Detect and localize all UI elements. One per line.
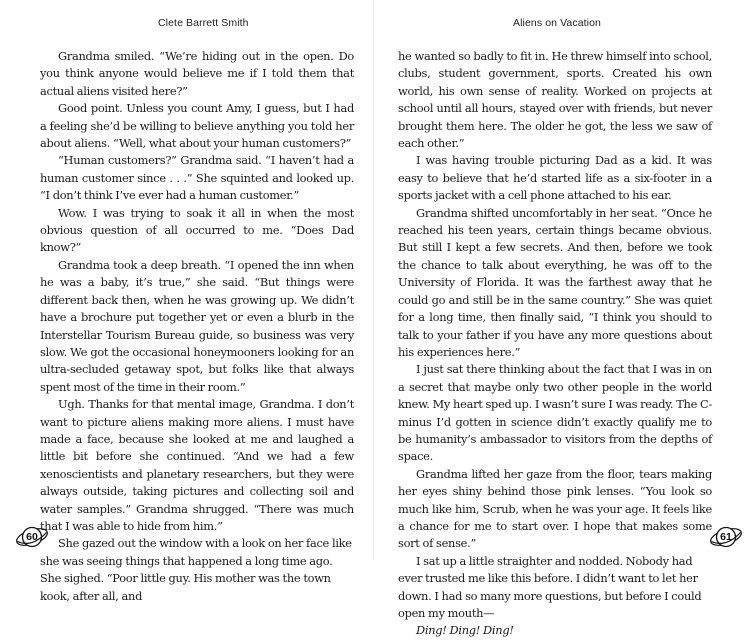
running-header-author: Clete Barrett Smith [158, 17, 249, 29]
paragraph: Grandma smiled. “We’re hiding out in the open. Do you think anyone would believe me if I told them that actual aliens visited here?” [40, 49, 354, 98]
page-number: 61 [720, 531, 732, 543]
sound-effect-line: Ding! Ding! Ding! [416, 623, 514, 638]
paragraph: Ugh. Thanks for that mental image, Grandma. I don’t want to picture aliens making more aliens. I must have made a face, because she looked at me and laughed a little bit before she continued. “And we had a few xenoscientists and planetary researchers, but they were always outside, taking pictures and collecting soil and water samples.” Grandma shrugged. “There was much that I was able to hide from him.” [40, 397, 354, 533]
page-number-badge [14, 522, 50, 552]
left-page-body [40, 48, 354, 605]
right-page-body [398, 48, 712, 640]
right-page [374, 0, 747, 638]
paragraph: Wow. I was trying to soak it all in when the most obvious question of all occurred to me. “Does Dad know?” [40, 205, 354, 255]
paragraph: he wanted so badly to fit in. He threw himself into school, clubs, student government, sports. Created his own world, his own sense of reality. Worked on projects at school until all hours, stayed over with friends, but never brought them here. The older he got, the less we saw of each other.” [398, 49, 712, 151]
paragraph: “Human customers?” Grandma said. “I haven’t had a human customer since . . .” She squinted and looked up. “I don’t think I’ve ever had a human customer.” [40, 153, 354, 203]
paragraph: I sat up a little straighter and nodded. Nobody had ever trusted me like this before. I didn’t want to let her down. I had so many more questions, but before I could open my mouth— [398, 553, 702, 620]
left-page [0, 0, 373, 603]
paragraph: I was having trouble picturing Dad as a kid. It was easy to believe that he’d started life as a six-footer in a sports jacket with a cell phone attached to his ear. [398, 153, 712, 203]
running-header-title: Aliens on Vacation [513, 17, 601, 29]
page-number: 60 [26, 531, 38, 543]
paragraph: I just sat there thinking about the fact that I was in on a secret that maybe only two other people in the world knew. My heart sped up. I wasn’t sure I was ready. The C-minus I’d gotten in science didn’t exactly qualify me to be humanity’s ambassador to visitors from the depths of space. [398, 362, 712, 464]
paragraph: Grandma shifted uncomfortably in her seat. “Once he reached his teen years, certain things became obvious. But still I kept a few secrets. And then, before we took the chance to talk about everything, he was off to the University of Florida. It was the farthest away that he could go and still be in the same country.” She was quiet for a long time, then finally said, “I think you should to talk to your father if you have any more questions about his experiences here.” [398, 205, 712, 359]
paragraph: Grandma lifted her gaze from the floor, tears making her eyes shiny behind those pink lenses. “You look so much like him, Scrub, when he was your age. It feels like a chance for me to start over. I hope that makes some sort of sense.” [398, 466, 712, 551]
paragraph: Grandma took a deep breath. “I opened the inn when he was a baby, it’s true,” she said. “But things were different back then, when he was growing up. We didn’t have a brochure put together yet or even a blurb in the Interstellar Tourism Bureau guide, so business was very slow. We got the occasional honeymooners looking for an ultra-secluded getaway spot, but folks like that always spent most of the time in their room.” [40, 257, 354, 394]
paragraph: Good point. Unless you count Amy, I guess, but I had a feeling she’d be willing to believe anything you told her about aliens. “Well, what about your human customers?” [40, 101, 354, 151]
paragraph: She gazed out the window with a look on her face like she was seeing things that happened a long time ago. She sighed. “Poor little guy. His mother was the town kook, after all, and [40, 536, 352, 603]
page-number-badge [708, 522, 744, 552]
